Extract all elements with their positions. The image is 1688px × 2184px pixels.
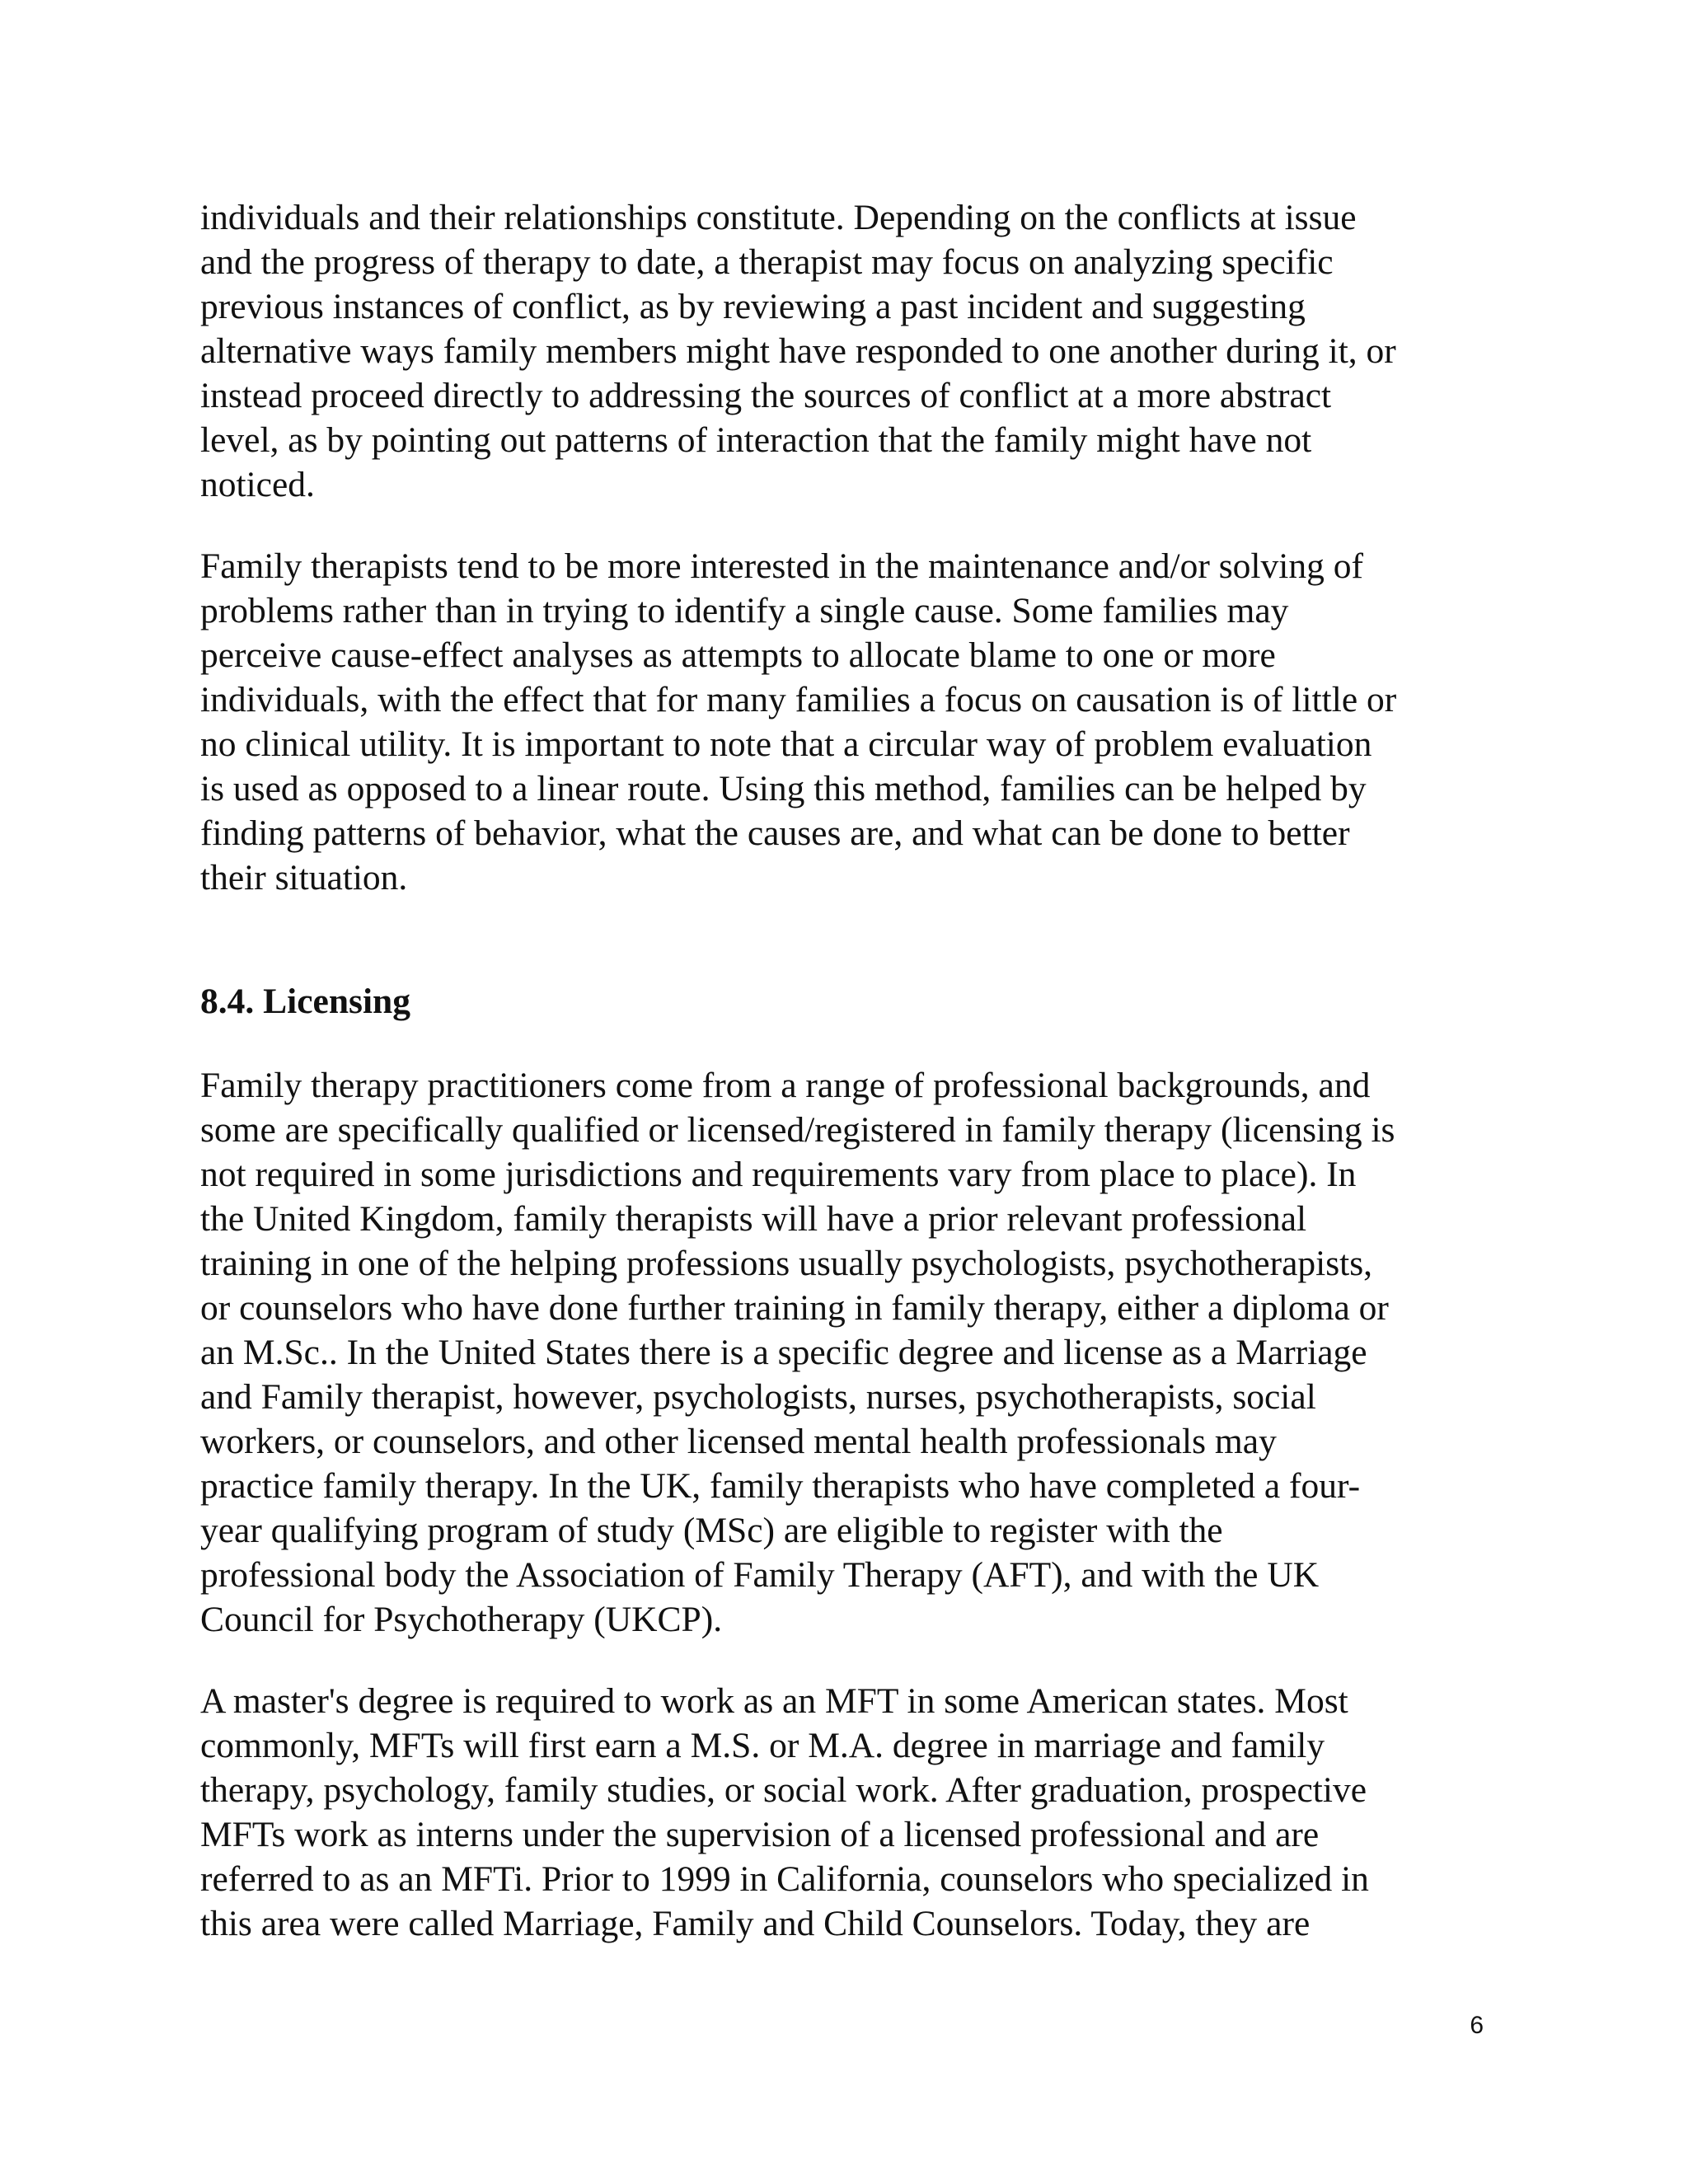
text-line: A master's degree is required to work as an MFT in some American states. Most — [200, 1681, 1348, 1721]
section-heading: 8.4. Licensing — [200, 982, 410, 1021]
text-line: Family therapy practitioners come from a range of professional backgrounds, and — [200, 1066, 1371, 1105]
text-line: noticed. — [200, 465, 315, 504]
text-line: MFTs work as interns under the supervision of a licensed professional and are — [200, 1815, 1320, 1854]
text-line: no clinical utility. It is important to note that a circular way of problem evaluation — [200, 724, 1372, 764]
text-line: some are specifically qualified or licensed/registered in family therapy (licensing is — [200, 1110, 1395, 1150]
page-number: 6 — [1470, 2012, 1484, 2039]
text-line: and the progress of therapy to date, a therapist may focus on analyzing specific — [200, 242, 1334, 282]
text-line: Council for Psychotherapy (UKCP). — [200, 1600, 723, 1639]
text-line: individuals and their relationships constitute. Depending on the conflicts at issue — [200, 198, 1357, 237]
text-line: or counselors who have done further training in family therapy, either a diploma or — [200, 1288, 1389, 1328]
text-line: referred to as an MFTi. Prior to 1999 in California, counselors who specialized in — [200, 1859, 1369, 1899]
text-line: an M.Sc.. In the United States there is a specific degree and license as a Marriage — [200, 1333, 1367, 1372]
text-line: workers, or counselors, and other licensed mental health professionals may — [200, 1422, 1277, 1461]
text-line: this area were called Marriage, Family and Child Counselors. Today, they are — [200, 1904, 1311, 1943]
text-line: the United Kingdom, family therapists will have a prior relevant professional — [200, 1199, 1307, 1239]
text-line: year qualifying program of study (MSc) are eligible to register with the — [200, 1511, 1223, 1550]
text-line: not required in some jurisdictions and requirements vary from place to place). In — [200, 1155, 1357, 1194]
text-line: is used as opposed to a linear route. Using this method, families can be helped by — [200, 769, 1367, 808]
text-line: problems rather than in trying to identify a single cause. Some families may — [200, 591, 1289, 630]
text-line: finding patterns of behavior, what the causes are, and what can be done to better — [200, 813, 1350, 853]
text-line: level, as by pointing out patterns of interaction that the family might have not — [200, 420, 1312, 460]
text-line: Family therapists tend to be more interested in the maintenance and/or solving of — [200, 546, 1363, 586]
text-line: alternative ways family members might have responded to one another during it, or — [200, 331, 1396, 371]
text-line: previous instances of conflict, as by reviewing a past incident and suggesting — [200, 287, 1306, 326]
text-line: commonly, MFTs will first earn a M.S. or M.A. degree in marriage and family — [200, 1726, 1325, 1765]
text-line: professional body the Association of Family Therapy (AFT), and with the UK — [200, 1555, 1320, 1595]
text-line: perceive cause-effect analyses as attempts to allocate blame to one or more — [200, 635, 1276, 675]
text-line: and Family therapist, however, psychologists, nurses, psychotherapists, social — [200, 1377, 1316, 1417]
text-line: therapy, psychology, family studies, or social work. After graduation, prospective — [200, 1770, 1367, 1810]
text-line: training in one of the helping professions usually psychologists, psychotherapists, — [200, 1244, 1373, 1283]
text-line: practice family therapy. In the UK, family therapists who have completed a four- — [200, 1466, 1361, 1506]
text-line: instead proceed directly to addressing the sources of conflict at a more abstract — [200, 376, 1332, 415]
text-line: individuals, with the effect that for many families a focus on causation is of little or — [200, 680, 1397, 719]
text-line: their situation. — [200, 858, 408, 898]
